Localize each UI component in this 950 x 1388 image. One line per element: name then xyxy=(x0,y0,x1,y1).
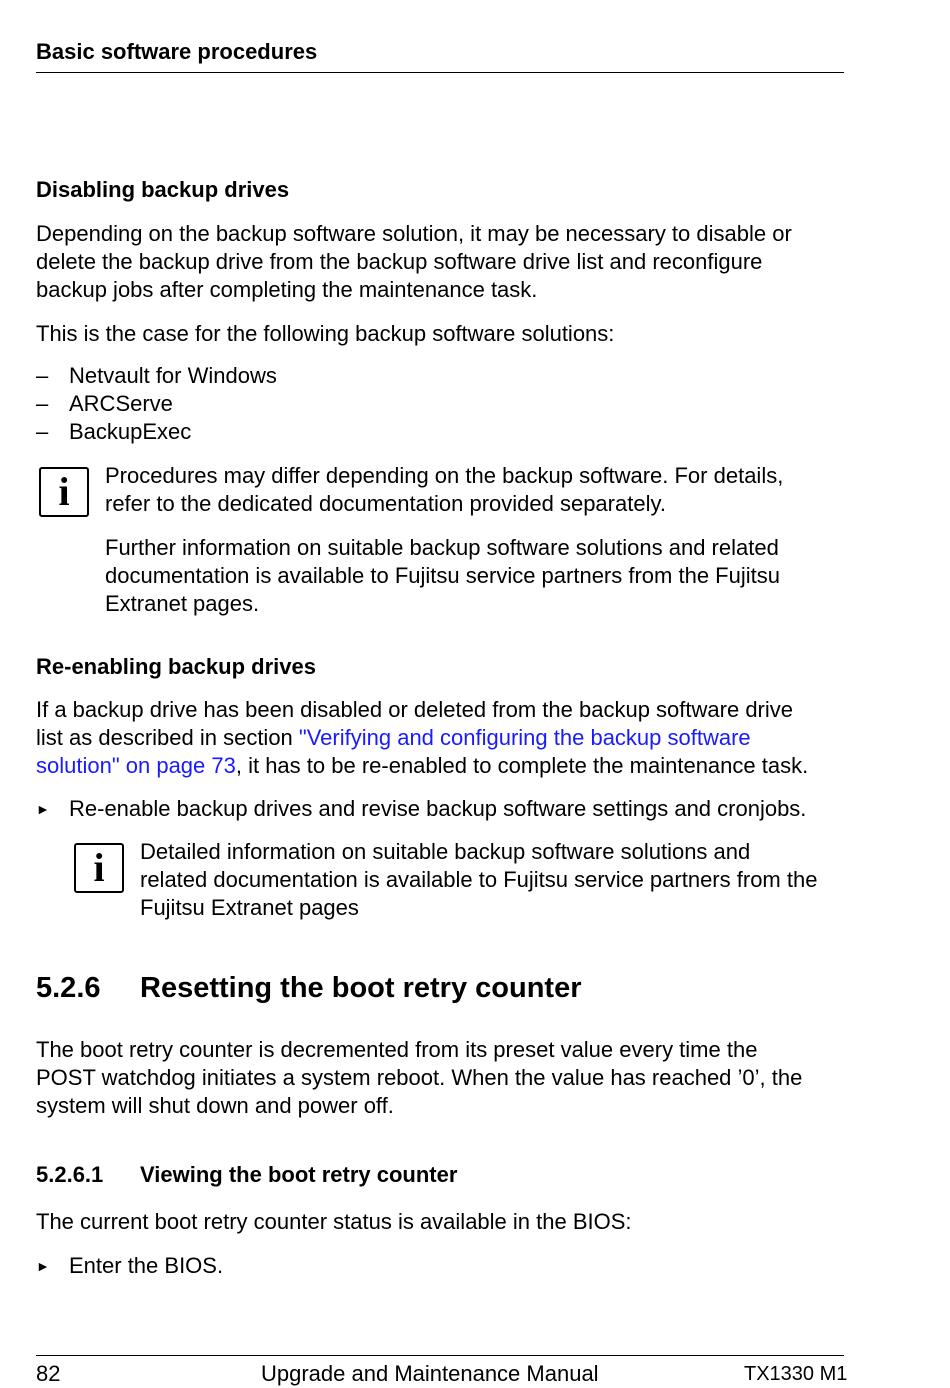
step-item xyxy=(36,1252,223,1280)
text-line: Detailed information on suitable backup software solutions and xyxy=(140,839,751,864)
text-line: Fujitsu Extranet pages xyxy=(140,895,359,921)
text-line: Extranet pages. xyxy=(105,591,260,617)
manual-title: Upgrade and Maintenance Manual xyxy=(261,1361,599,1386)
text-line: Depending on the backup software solution, it may be necessary to disable or xyxy=(36,221,792,246)
section-number: 5.2.6 xyxy=(36,972,101,1004)
text-line: delete the backup drive from the backup software drive list and reconfigure xyxy=(36,249,763,275)
section-heading xyxy=(36,970,582,1006)
list-item xyxy=(36,390,173,418)
disabling-intro-paragraph xyxy=(36,220,792,305)
step-text: Re-enable backup drives and revise backup software settings and cronjobs. xyxy=(69,796,807,821)
running-header: Basic software procedures xyxy=(36,39,318,64)
info-icon: i xyxy=(74,843,124,893)
dash-marker: – xyxy=(36,391,49,416)
dash-marker: – xyxy=(36,363,49,388)
page-number: 82 xyxy=(36,1361,61,1386)
note-paragraph xyxy=(105,534,780,619)
header-rule xyxy=(36,72,844,73)
text-line: Further information on suitable backup software solutions and related xyxy=(105,535,779,560)
cross-reference-link[interactable]: "Verifying and configuring the backup software xyxy=(298,725,751,751)
reenabling-paragraph xyxy=(36,696,808,781)
note-paragraph xyxy=(105,462,783,518)
text-fragment: list as described in section xyxy=(36,725,299,751)
text-line xyxy=(36,752,808,780)
step-item xyxy=(36,795,806,823)
subsection-number: 5.2.6.1 xyxy=(36,1162,104,1187)
subsection-heading xyxy=(36,1161,457,1189)
info-icon: i xyxy=(39,467,89,517)
text-line: documentation is available to Fujitsu service partners from the Fujitsu xyxy=(105,563,780,589)
note-paragraph xyxy=(140,838,817,923)
text-line: backup jobs after completing the maintenance task. xyxy=(36,277,538,303)
model-name: TX1330 M1 xyxy=(744,1363,848,1385)
list-item xyxy=(36,418,191,446)
list-item-label: ARCServe xyxy=(69,391,173,416)
heading-reenabling-backup-drives: Re-enabling backup drives xyxy=(36,654,316,679)
list-item-label: Netvault for Windows xyxy=(69,363,277,388)
heading-disabling-backup-drives: Disabling backup drives xyxy=(36,177,290,202)
footer-rule xyxy=(36,1355,844,1356)
step-arrow-icon: ► xyxy=(36,801,50,817)
case-paragraph: This is the case for the following backup software solutions: xyxy=(36,321,615,346)
step-text: Enter the BIOS. xyxy=(69,1253,224,1278)
text-line xyxy=(36,724,808,752)
dash-marker: – xyxy=(36,419,49,444)
text-fragment: , it has to be re-enabled to complete the maintenance task. xyxy=(235,753,809,779)
text-line: refer to the dedicated documentation provided separately. xyxy=(105,491,666,517)
text-line: system will shut down and power off. xyxy=(36,1093,394,1119)
cross-reference-link[interactable]: solution" on page 73 xyxy=(36,753,236,779)
step-arrow-icon: ► xyxy=(36,1258,50,1274)
text-line: related documentation is available to Fujitsu service partners from the xyxy=(140,867,818,893)
section-title: Resetting the boot retry counter xyxy=(140,972,582,1004)
subsection-title: Viewing the boot retry counter xyxy=(140,1162,458,1187)
text-line: Procedures may differ depending on the backup software. For details, xyxy=(105,463,784,488)
section-paragraph xyxy=(36,1036,802,1121)
text-line: POST watchdog initiates a system reboot. When the value has reached ’0’, the xyxy=(36,1065,803,1091)
list-item-label: BackupExec xyxy=(69,419,192,444)
subsection-paragraph: The current boot retry counter status is available in the BIOS: xyxy=(36,1209,632,1234)
text-line: The boot retry counter is decremented from its preset value every time the xyxy=(36,1037,758,1062)
text-line: If a backup drive has been disabled or deleted from the backup software drive xyxy=(36,697,794,722)
list-item xyxy=(36,362,277,390)
